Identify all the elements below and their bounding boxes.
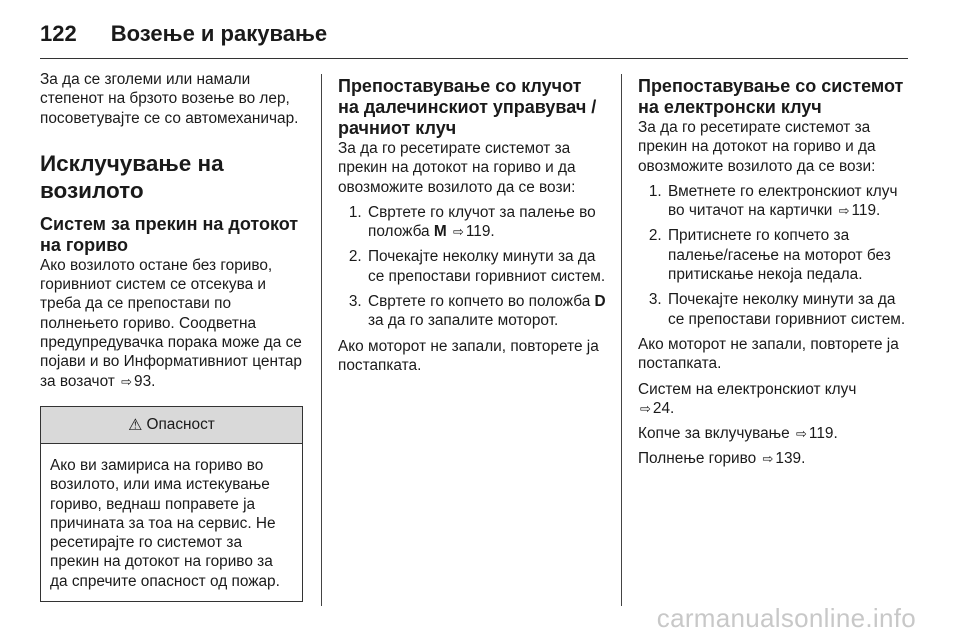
running-title: Возење и ракување xyxy=(110,21,328,46)
key-label: D xyxy=(594,293,606,311)
arrow-reference-icon: ⇨ xyxy=(640,400,651,416)
subsection-heading: Систем за прекин на дотокот на гориво xyxy=(40,213,299,255)
outro-paragraph: Ако моторот не запали, повторете ја постапката. xyxy=(338,337,599,374)
warning-title: Опасност xyxy=(146,416,215,433)
page-reference[interactable]: 93. xyxy=(134,372,156,390)
warning-text: Ако ви замириса на гориво во возилото, или има истекување гориво, веднаш поправете ја причината за тоа на сервис. Не ресетирајте го системот за прекин на дотокот на гориво за да спречите опасност од пожар. xyxy=(50,457,280,590)
column-divider xyxy=(321,74,322,606)
list-item xyxy=(666,226,908,284)
steps-list xyxy=(338,203,606,331)
page-reference[interactable]: 119. xyxy=(465,223,495,241)
cross-reference xyxy=(638,424,908,443)
list-item xyxy=(366,203,606,242)
step-text: за да го запалите моторот. xyxy=(368,312,559,330)
cross-reference-text: Полнење гориво xyxy=(638,450,757,468)
column-right xyxy=(638,70,908,475)
arrow-reference-icon: ⇨ xyxy=(121,373,133,389)
step-text: Притиснете го копчето за палење/гасење на моторот без притискање некоја педала. xyxy=(668,227,891,284)
subsection-heading: Препоставување со клучот на далечинскиот управувач / рачниот клуч xyxy=(338,76,597,138)
cross-reference xyxy=(638,449,908,468)
intro-paragraph: За да го ресетирате системот за прекин на дотокот на гориво и да овозможите возилото да се вози: xyxy=(638,119,876,175)
step-text: Почекајте неколку минути за да се препостави горивниот систем. xyxy=(668,291,906,328)
cross-reference-text: Копче за вклучување xyxy=(638,425,790,443)
steps-list xyxy=(638,182,908,329)
step-text: Вметнете го електронскиот клуч во читачот на картички xyxy=(668,182,898,220)
watermark: carmanualsonline.info xyxy=(656,603,916,633)
list-item xyxy=(366,292,606,331)
page-reference[interactable]: 24. xyxy=(652,399,675,417)
page-header xyxy=(40,14,327,54)
page-reference[interactable]: 119. xyxy=(851,202,881,220)
arrow-reference-icon: ⇨ xyxy=(762,451,774,467)
body-paragraph xyxy=(40,256,305,391)
column-middle xyxy=(338,70,606,381)
page-reference[interactable]: 119. xyxy=(808,425,838,443)
arrow-reference-icon: ⇨ xyxy=(796,426,807,442)
column-divider xyxy=(621,74,622,606)
column-left xyxy=(40,70,305,397)
intro-paragraph: За да се зголеми или намали степенот на брзото возење во лер, посоветувајте се со автомеханичар. xyxy=(40,71,299,127)
body-text: Ако возилото остане без гориво, горивниот систем се отсекува и треба да се препостави по полнењето гориво. Соодветна предупредувачка порака може да се појави и во Информативниот центар за возачот xyxy=(40,256,302,390)
step-text: Свртете го копчето во положба xyxy=(368,293,591,311)
list-item xyxy=(366,247,606,286)
section-heading: Исклучување на возилото xyxy=(40,150,224,203)
page-number: 122 xyxy=(40,21,77,46)
arrow-reference-icon: ⇨ xyxy=(838,203,850,219)
step-text: Свртете го клучот за палење во положба xyxy=(368,203,596,241)
warning-triangle-icon: ⚠ xyxy=(128,417,143,434)
page-reference[interactable]: 139. xyxy=(775,450,806,468)
step-text: Почекајте неколку минути за да се препостави горивниот систем. xyxy=(368,248,606,285)
cross-reference xyxy=(638,380,908,419)
cross-reference-text: Систем на електронскиот клуч xyxy=(638,380,857,398)
list-item xyxy=(666,290,908,329)
header-rule xyxy=(40,58,908,59)
key-label: M xyxy=(433,223,447,241)
outro-paragraph: Ако моторот не запали, повторете ја постапката. xyxy=(638,335,899,373)
subsection-heading: Препоставување со системот на електронски клуч xyxy=(638,76,904,117)
arrow-reference-icon: ⇨ xyxy=(452,224,464,240)
warning-box xyxy=(40,406,303,602)
intro-paragraph: За да го ресетирате системот за прекин на дотокот на гориво и да овозможите возилото да се вози: xyxy=(338,140,576,196)
list-item xyxy=(666,182,908,221)
warning-header xyxy=(41,407,302,444)
